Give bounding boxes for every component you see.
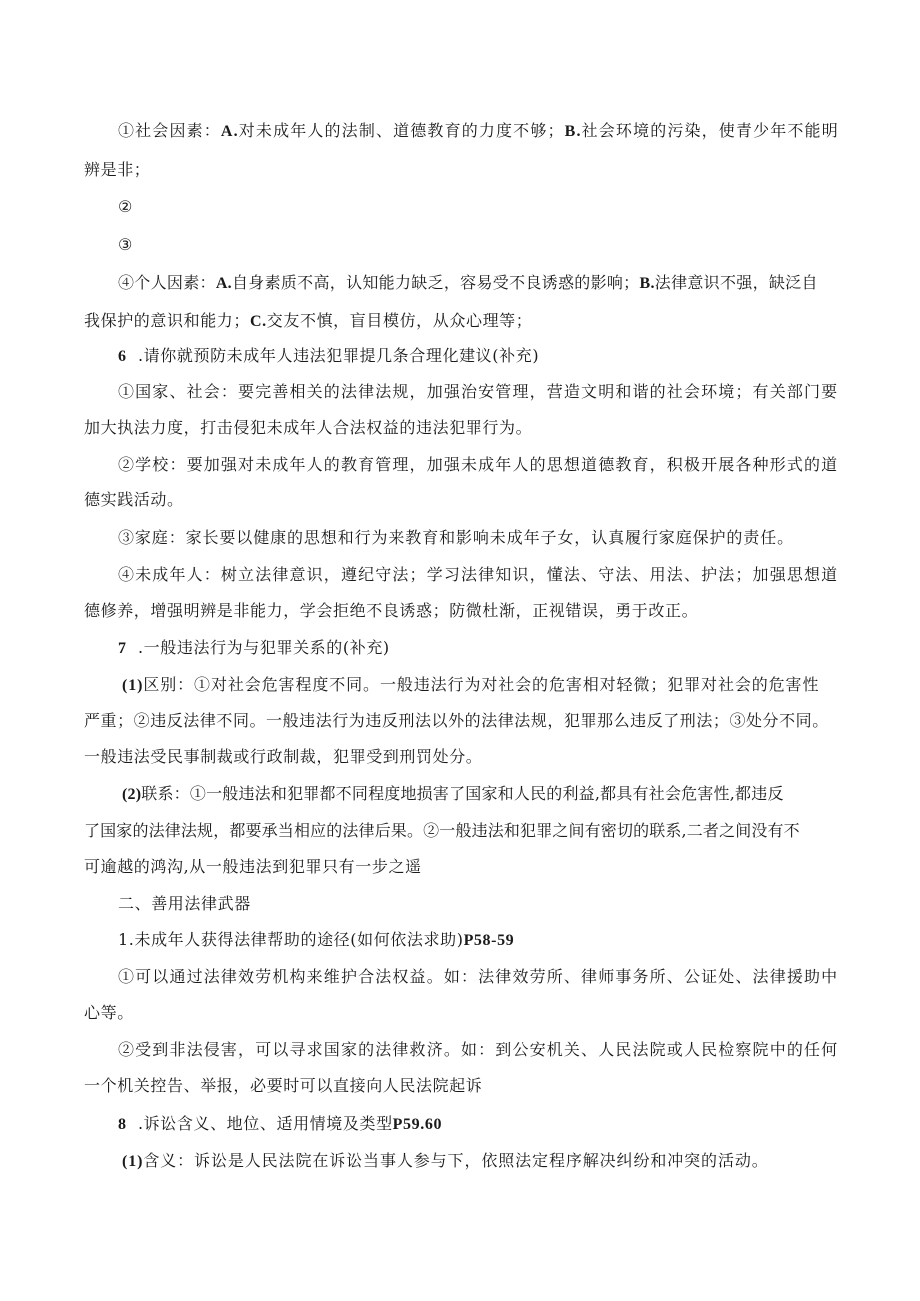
part2-q1-remedy-line2: 一个机关控告、举报，必要时可以直接向人民法院起诉	[84, 1076, 483, 1095]
q7-difference-line2: 严重；②违反法律不同。一般违法行为违反刑法以外的法律法规，犯罪那么违反了刑法；③处分不同。	[84, 711, 829, 730]
q6-school-line2: 德实践活动。	[84, 490, 184, 509]
q6-state-society-line1: ①国家、社会：要完善相关的法律法规，加强治安管理，营造文明和谐的社会环境；有关部门要	[118, 382, 839, 401]
q7-connection-line2: 了国家的法律法规，都要承当相应的法律后果。②一般违法和犯罪之间有密切的联系,二者之间没有不	[84, 821, 800, 840]
q6-family-line1: ③家庭：家长要以健康的思想和行为来教育和影响未成年子女，认真履行家庭保护的责任。	[118, 528, 795, 547]
q6-school-line1: ②学校：要加强对未成年人的教育管理，加强未成年人的思想道德教育，积极开展各种形式的道	[118, 455, 839, 474]
q6-state-society-line2: 加大执法力度，打击侵犯未成年人合法权益的违法犯罪行为。	[84, 418, 533, 437]
q8-definition-line1: (1)含义：诉讼是人民法院在诉讼当事人参与下，依照法定程序解决纠纷和冲突的活动。	[122, 1151, 769, 1170]
part2-q1-service-line1: ①可以通过法律效劳机构来维护合法权益。如：法律效劳所、律师事务所、公证处、法律援助中	[118, 967, 839, 986]
item-2-marker: ②	[118, 197, 133, 216]
personal-factors-line1: ④个人因素：A.自身素质不高，认知能力缺乏，容易受不良诱惑的影响；B.法律意识不强，缺泛自	[118, 273, 818, 292]
item-3-marker: ③	[118, 235, 133, 254]
q6-minors-line2: 德修养，增强明辨是非能力，学会拒绝不良诱惑；防微杜渐，正视错误，勇于改正。	[84, 601, 699, 620]
q7-connection-line3: 可逾越的鸿沟,从一般违法到犯罪只有一步之遥	[84, 857, 422, 876]
q8-heading: 8 .诉讼含义、地位、适用情境及类型P59.60	[118, 1114, 443, 1133]
q7-heading: 7 .一般违法行为与犯罪关系的(补充)	[118, 638, 390, 657]
part2-q1-heading: 1.未成年人获得法律帮助的途径(如何依法求助)P58-59	[118, 930, 515, 949]
part2-q1-service-line2: 心等。	[84, 1003, 134, 1022]
social-factors-line2: 辨是非；	[84, 160, 151, 179]
q6-minors-line1: ④未成年人：树立法律意识，遵纪守法；学习法律知识，懂法、守法、用法、护法；加强思想道	[118, 565, 839, 584]
social-factors-line1: ①社会因素：A.对未成年人的法制、道德教育的力度不够；B.社会环境的污染，使青少年不能明	[118, 121, 839, 140]
personal-factors-line2: 我保护的意识和能力；C.交友不慎，盲目模仿，从众心理等；	[84, 311, 533, 330]
part2-title: 二、善用法律武器	[118, 894, 251, 913]
q7-difference-line1: (1)区别：①对社会危害程度不同。一般违法行为对社会的危害相对轻微；犯罪对社会的危害性	[122, 675, 820, 694]
q7-difference-line3: 一般违法受民事制裁或行政制裁，犯罪受到刑罚处分。	[84, 747, 483, 766]
q7-connection-line1: (2)联系：①一般违法和犯罪都不同程度地损害了国家和人民的利益,都具有社会危害性,都违反	[122, 784, 784, 803]
q6-heading: 6 .请你就预防未成年人违法犯罪提几条合理化建议(补充)	[118, 346, 540, 365]
part2-q1-remedy-line1: ②受到非法侵害，可以寻求国家的法律救济。如：到公安机关、人民法院或人民检察院中的任何	[118, 1040, 839, 1059]
